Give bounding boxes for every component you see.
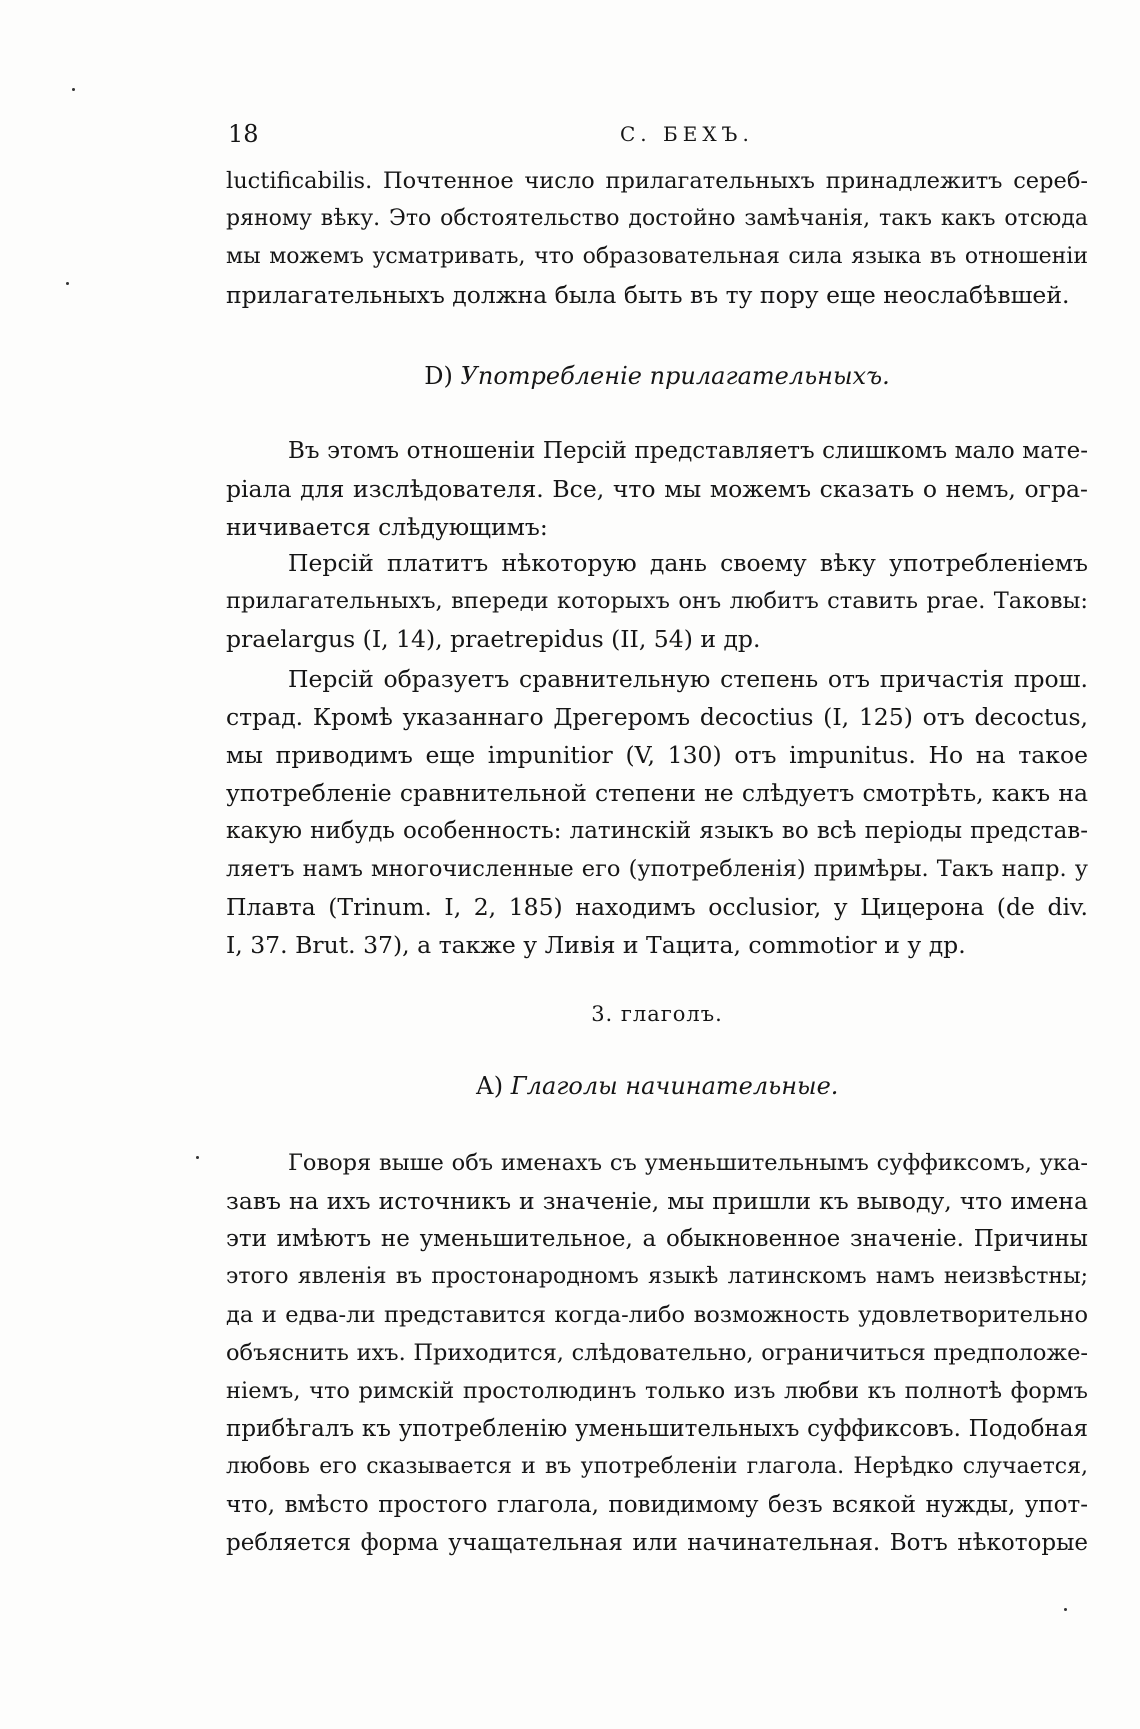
text-line: ряному вѣку. Это обстоятельство достойно замѣчанія, такъ какъ отсюда: [226, 206, 1088, 231]
text-line: I, 37. Brut. 37), а также у Ливія и Тацита, commotior и у др.: [226, 931, 966, 959]
text-line: Говоря выше объ именахъ съ уменьшительнымъ суффиксомъ, ука-: [288, 1150, 1088, 1176]
scan-speck: [66, 282, 69, 285]
text-line: завъ на ихъ источникъ и значеніе, мы пришли къ выводу, что имена: [226, 1187, 1088, 1215]
text-line: прилагательныхъ должна была быть въ ту пору еще неослабѣвшей.: [226, 281, 1070, 309]
text-line: ребляется форма учащательная или начинательная. Вотъ нѣкоторые: [226, 1530, 1088, 1556]
text-line: употребленіе сравнительной степени не слѣдуетъ смотрѣть, какъ на: [226, 779, 1088, 807]
paragraph-1: [226, 162, 1088, 314]
text-line: Плавта (Trinum. I, 2, 185) находимъ occlusior, у Цицерона (de div.: [226, 893, 1088, 921]
paragraph-2: [226, 432, 1088, 546]
text-line: luctificabilis. Почтенное число прилагательныхъ принадлежитъ сереб-: [226, 168, 1088, 194]
text-line: да и едва-ли представится когда-либо возможность удовлетворительно: [226, 1302, 1088, 1328]
chapter-heading: 3. глаголъ.: [591, 1002, 723, 1026]
paragraph-3: [226, 544, 1088, 658]
text-line: Въ этомъ отношеніи Персій представляетъ слишкомъ мало мате-: [288, 438, 1088, 464]
text-line: любовь его сказывается и въ употребленіи глагола. Нерѣдко случается,: [226, 1454, 1088, 1479]
heading-marker: D): [424, 362, 453, 390]
text-line: ляетъ намъ многочисленные его (употребленія) примѣры. Такъ напр. у: [226, 856, 1088, 882]
paragraph-4: [226, 660, 1088, 964]
text-line: эти имѣютъ не уменьшительное, а обыкновенное значеніе. Причины: [226, 1226, 1088, 1252]
text-line: объяснить ихъ. Приходится, слѣдовательно, ограничиться предположе-: [226, 1340, 1088, 1366]
text-line: ніемъ, что римскій простолюдинъ только изъ любви къ полнотѣ формъ: [226, 1378, 1088, 1404]
heading-title: Употребленіе прилагательныхъ.: [460, 362, 890, 390]
text-line: мы приводимъ еще impunitior (V, 130) отъ impunitus. Но на такое: [226, 741, 1088, 769]
text-line: ничивается слѣдующимъ:: [226, 513, 548, 541]
section-heading-a: [226, 1072, 1088, 1100]
text-line: мы можемъ усматривать, что образовательная сила языка въ отношеніи: [226, 244, 1088, 269]
text-line: что, вмѣсто простого глагола, повидимому безъ всякой нужды, упот-: [226, 1492, 1088, 1518]
text-line: какую нибудь особенность: латинскій языкъ во всѣ періоды представ-: [226, 818, 1088, 844]
text-line: ріала для изслѣдователя. Все, что мы можемъ сказать о немъ, огра-: [226, 475, 1088, 503]
heading-title: Глаголы начинательные.: [510, 1072, 839, 1100]
scan-speck: [196, 1156, 199, 1159]
text-line: Персій образуетъ сравнительную степень отъ причастія прош.: [288, 665, 1088, 693]
text-line: этого явленія въ простонародномъ языкѣ латинскомъ намъ неизвѣстны;: [226, 1264, 1088, 1289]
text-line: страд. Кромѣ указаннаго Дрегеромъ decoctius (I, 125) отъ decoctus,: [226, 703, 1088, 731]
scan-speck: [1064, 1608, 1067, 1611]
paragraph-5: [226, 1144, 1088, 1562]
page-number: 18: [228, 120, 259, 148]
text-line: praelargus (I, 14), praetrepidus (II, 54) и др.: [226, 625, 761, 653]
text-line: прилагательныхъ, впереди которыхъ онъ любитъ ставить prae. Таковы:: [226, 588, 1088, 614]
text-line: Персій платитъ нѣкоторую дань своему вѣку употребленіемъ: [288, 549, 1088, 577]
section-heading-d: [226, 362, 1088, 390]
author-header: С. БЕХЪ.: [620, 122, 754, 146]
scan-speck: [72, 88, 75, 91]
text-line: прибѣгалъ къ употребленію уменьшительныхъ суффиксовъ. Подобная: [226, 1416, 1088, 1442]
heading-marker: А): [475, 1072, 504, 1100]
running-head: [228, 120, 1088, 154]
